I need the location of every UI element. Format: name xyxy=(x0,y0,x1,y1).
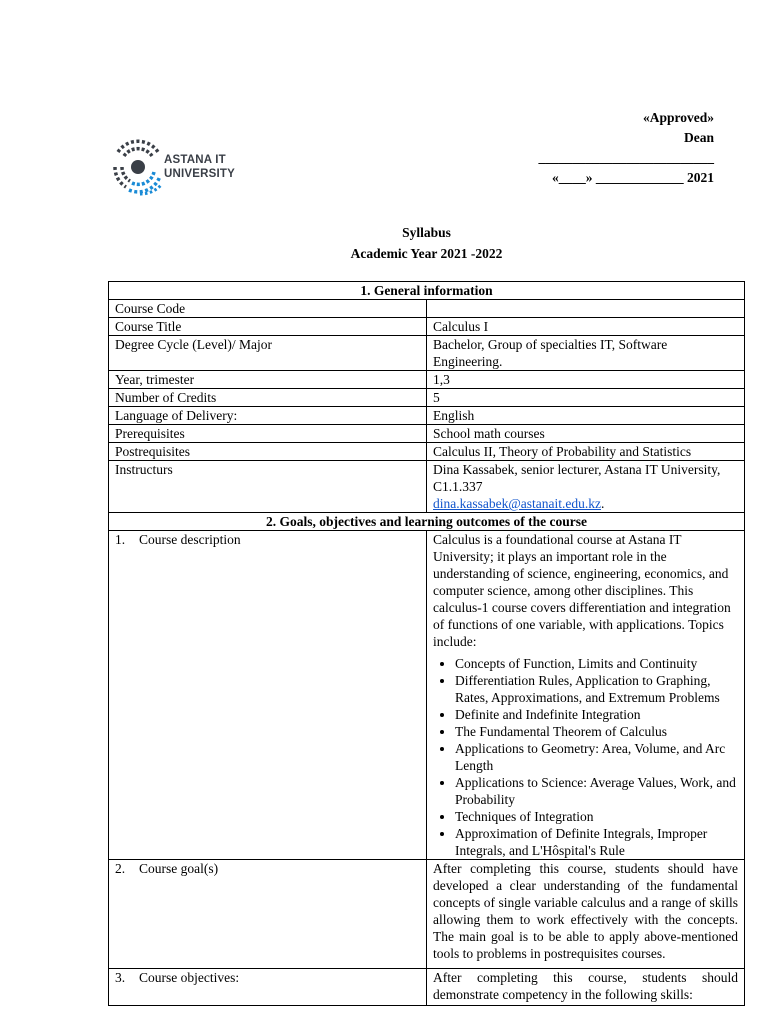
topics-list xyxy=(433,655,738,859)
signature-line: __________________________ xyxy=(538,150,714,165)
table-row xyxy=(109,425,745,443)
list-item: • Approximation of Definite Integrals, Improper Integrals, and L'Hôspital's Rule xyxy=(455,825,738,859)
academic-year: Academic Year 2021 -2022 xyxy=(350,246,503,261)
table-row xyxy=(109,860,745,969)
section-1-title: 1. General information xyxy=(109,282,745,300)
description-text: Calculus is a foundational course at Astana IT University; it plays an important role in the understanding of science, engineering, economics, and computer science, among other disciplines. This calculus-1 course covers differentiation and integration of functions of one variable, with applications. Topics include: xyxy=(433,532,731,649)
course-goals-value xyxy=(427,860,745,969)
syllabus-heading xyxy=(108,222,745,264)
date-line: «____» _____________ 2021 xyxy=(552,170,714,185)
syllabus-title: Syllabus xyxy=(402,225,451,240)
item-label: Course description xyxy=(139,532,241,547)
row-label: Postrequisites xyxy=(109,443,427,461)
row-value: English xyxy=(427,407,745,425)
section-header-row xyxy=(109,513,745,531)
list-item: • Applications to Geometry: Area, Volume, and Arc Length xyxy=(455,740,738,774)
course-description-label xyxy=(109,531,427,860)
course-objectives-value xyxy=(427,969,745,1006)
table-row xyxy=(109,531,745,860)
course-objectives-label xyxy=(109,969,427,1006)
logo-line-1: ASTANA IT xyxy=(164,154,226,166)
logo-line-2: UNIVERSITY xyxy=(164,168,236,180)
logo-wordmark xyxy=(164,153,235,181)
list-item: • Differentiation Rules, Application to Graphing, Rates, Approximations, and Extremum Problems xyxy=(455,672,738,706)
syllabus-table xyxy=(108,281,745,1006)
table-row xyxy=(109,969,745,1006)
table-row xyxy=(109,300,745,318)
list-item: • Definite and Indefinite Integration xyxy=(455,706,738,723)
item-number: 1. xyxy=(115,532,126,547)
row-label: Course Code xyxy=(109,300,427,318)
approval-block xyxy=(520,108,714,188)
row-label: Instructurs xyxy=(109,461,427,513)
table-row xyxy=(109,318,745,336)
row-label: Language of Delivery: xyxy=(109,407,427,425)
section-2-title: 2. Goals, objectives and learning outcomes of the course xyxy=(109,513,745,531)
row-value: Bachelor, Group of specialties IT, Software Engineering. xyxy=(427,336,745,371)
row-label: Year, trimester xyxy=(109,371,427,389)
row-value: 1,3 xyxy=(427,371,745,389)
course-description-value xyxy=(427,531,745,860)
row-label: Number of Credits xyxy=(109,389,427,407)
item-label: Course goal(s) xyxy=(139,861,219,876)
row-value: School math courses xyxy=(427,425,745,443)
instructor-info: Dina Kassabek, senior lecturer, Astana IT University, C1.1.337 xyxy=(433,462,721,494)
email-suffix: . xyxy=(601,496,605,511)
list-item: • Techniques of Integration xyxy=(455,808,738,825)
row-value: Calculus I xyxy=(427,318,745,336)
university-logo xyxy=(110,134,250,196)
row-label: Course Title xyxy=(109,318,427,336)
approved-label: «Approved» xyxy=(642,110,714,125)
table-row xyxy=(109,371,745,389)
row-value xyxy=(427,300,745,318)
dean-label: Dean xyxy=(684,130,714,145)
list-item: • The Fundamental Theorem of Calculus xyxy=(455,723,738,740)
list-item: • Concepts of Function, Limits and Continuity xyxy=(455,655,738,672)
row-value: 5 xyxy=(427,389,745,407)
course-goals-label xyxy=(109,860,427,969)
item-label: Course objectives: xyxy=(139,970,240,985)
instructor-email-link[interactable]: dina.kassabek@astanait.edu.kz xyxy=(433,496,601,511)
row-label: Prerequisites xyxy=(109,425,427,443)
table-row xyxy=(109,443,745,461)
goals-text: After completing this course, students should have developed a clear understanding of the fundamental concepts of single variable calculus and a range of skills allowing them to work effectively with the concepts. The main goal is to be able to apply above-mentioned tools to problems in postrequisites courses. xyxy=(433,861,738,961)
objectives-text: After completing this course, students should demonstrate competency in the following skills: xyxy=(433,970,738,1002)
list-item: • Applications to Science: Average Values, Work, and Probability xyxy=(455,774,738,808)
row-value: Calculus II, Theory of Probability and Statistics xyxy=(427,443,745,461)
university-logo-icon xyxy=(110,134,162,196)
instructors-value xyxy=(427,461,745,513)
section-header-row xyxy=(109,282,745,300)
item-number: 3. xyxy=(115,970,126,985)
table-row xyxy=(109,407,745,425)
item-number: 2. xyxy=(115,861,126,876)
table-row xyxy=(109,461,745,513)
table-row xyxy=(109,389,745,407)
row-label: Degree Cycle (Level)/ Major xyxy=(109,336,427,371)
table-row xyxy=(109,336,745,371)
